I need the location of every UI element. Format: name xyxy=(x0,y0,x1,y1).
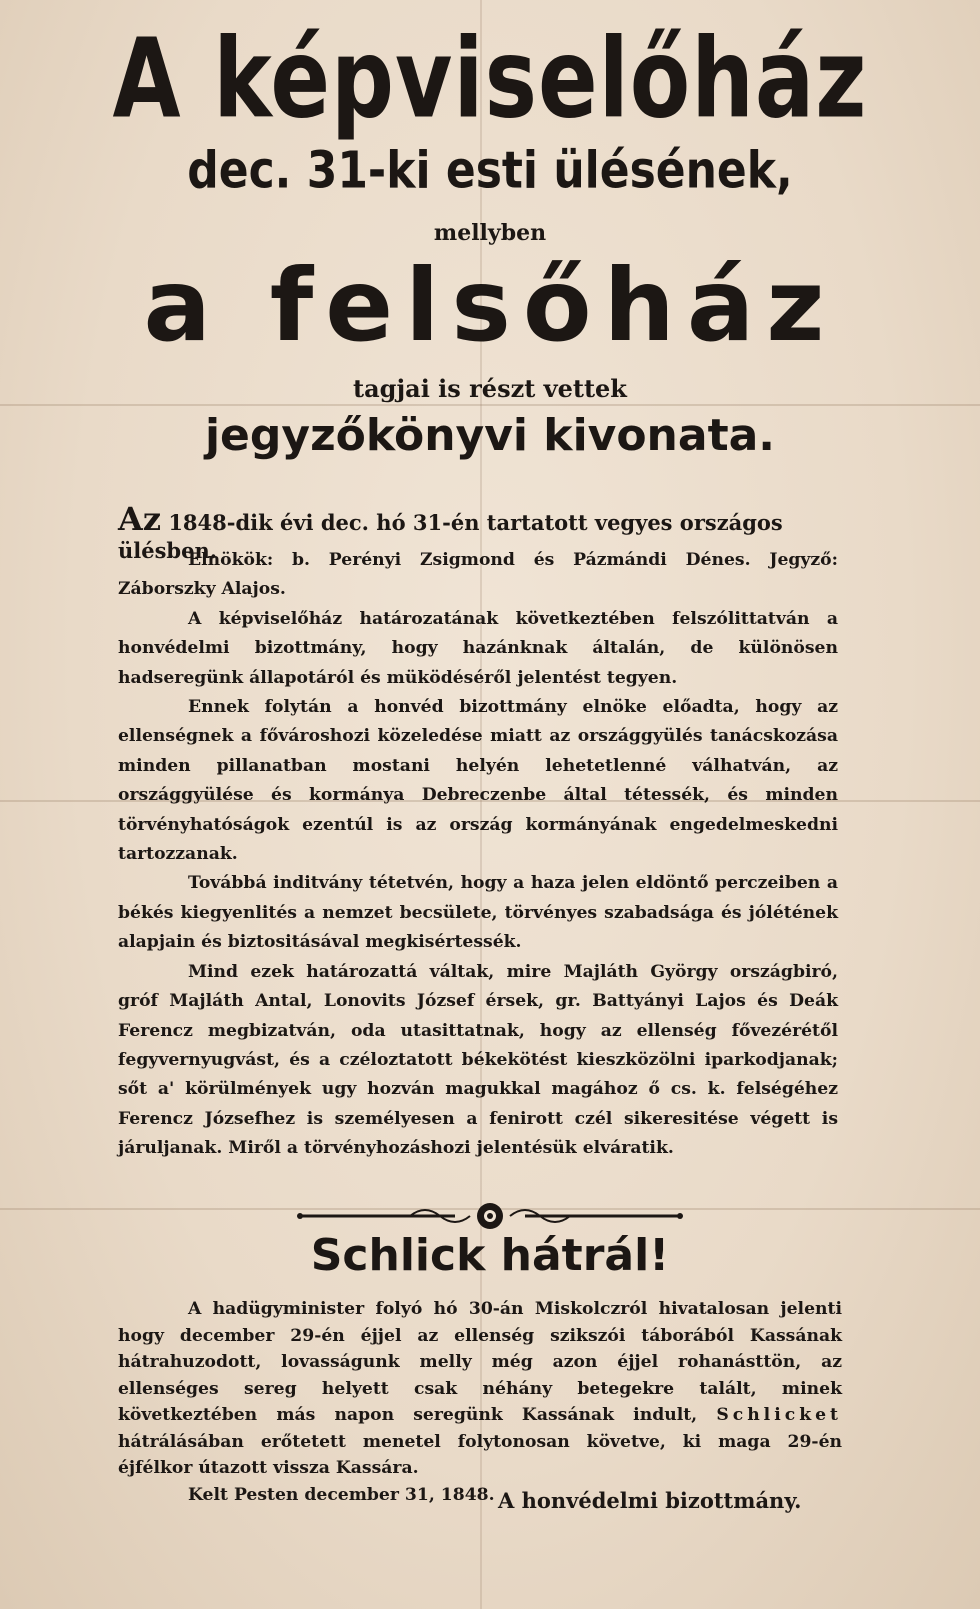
report-text-before: A hadügyminister folyó hó 30-án Miskolczról hivatalosan jelenti hogy december 29-én éjjel az ellenség szikszói táborából Kassának hátrahuzodott, lovasságunk melly még azon éjjel rohanásttön, az ellenséges sereg helyett csak néhány betegekre talált, minek következtében más napon seregünk Kassának indult, xyxy=(118,1299,842,1425)
headline-schlick: Schlick hátrál! xyxy=(310,1230,670,1281)
paragraph-committee: A képviselőház határozatának következtében felszólittatván a honvédelmi bizottmány, hogy hazánknak általán, de különösen hadseregünk állapotáról és müködéséről jelentést tegyen. xyxy=(118,608,838,688)
fold-line xyxy=(0,404,980,406)
report-name-spaced: Schlicket xyxy=(716,1405,842,1425)
signature: A honvédelmi bizottmány. xyxy=(498,1488,802,1513)
headline-upper-house: a felsőház xyxy=(143,247,837,364)
report-paragraph xyxy=(118,1296,842,1482)
war-report xyxy=(118,1296,842,1508)
dateline: Kelt Pesten december 31, 1848. xyxy=(188,1484,495,1505)
intro-text: 1848-dik évi dec. hó 31-én tartatott vegyes országos ülésben. xyxy=(118,510,783,563)
headline-members: tagjai is részt vettek xyxy=(353,374,627,403)
intro-initial: Az xyxy=(118,500,161,538)
headline-connector: mellyben xyxy=(433,220,547,246)
headline-subtitle: dec. 31-ki esti ülésének, xyxy=(187,141,793,201)
headline-extract: jegyzőkönyvi kivonata. xyxy=(204,410,776,461)
paragraph-delegation: Mind ezek határozattá váltak, mire Majláth György országbiró, gróf Majláth Antal, Lonovits József érsek, gr. Battyányi Lajos és Deák Ferencz megbizatván, oda utasittatnak, hogy az ellenség fővezérétől fegyvernyugvást, és a czéloztatott békekötést kieszközölni iparkodjanak; sőt a' körülmények ugy hozván magukkal magához ő cs. k. felségéhez Ferencz Józsefhez is személyesen a fenirott czél sikeresitése végett is járuljanak. Miről a törvényhozáshozi jelentésük elváratik. xyxy=(118,961,838,1159)
report-text-after: hátrálásában erőtetett menetel folytonosan követve, ki maga 29-én éjfélkor útazott vissza Kassára. xyxy=(118,1431,842,1478)
headline-title: A képviselőház xyxy=(112,14,868,143)
minutes-body xyxy=(118,546,838,1164)
paragraph-presidents: Elnökök: b. Perényi Zsigmond és Pázmándi Dénes. Jegyző: Záborszky Alajos. xyxy=(118,550,838,600)
paragraph-motion: Továbbá inditvány tétetvén, hogy a haza jelen eldöntő perczeiben a békés kiegyenlités a nemzet becsülete, törvényes szabadsága és jólétének alapjain és biztositásával megkisértessék. xyxy=(118,873,838,953)
paragraph-relocation: Ennek folytán a honvéd bizottmány elnöke előadta, hogy az ellenségnek a fővároshozi közeledése miatt az országgyülés tanácskozása minden pillanatban mostani helyén lehetetlenné válhatván, az országgyülése és kormánya Debreczenbe által tétessék, és minden törvényhatóságok ezentúl is az ország kormányának engedelmeskedni tartozzanak. xyxy=(118,697,838,865)
